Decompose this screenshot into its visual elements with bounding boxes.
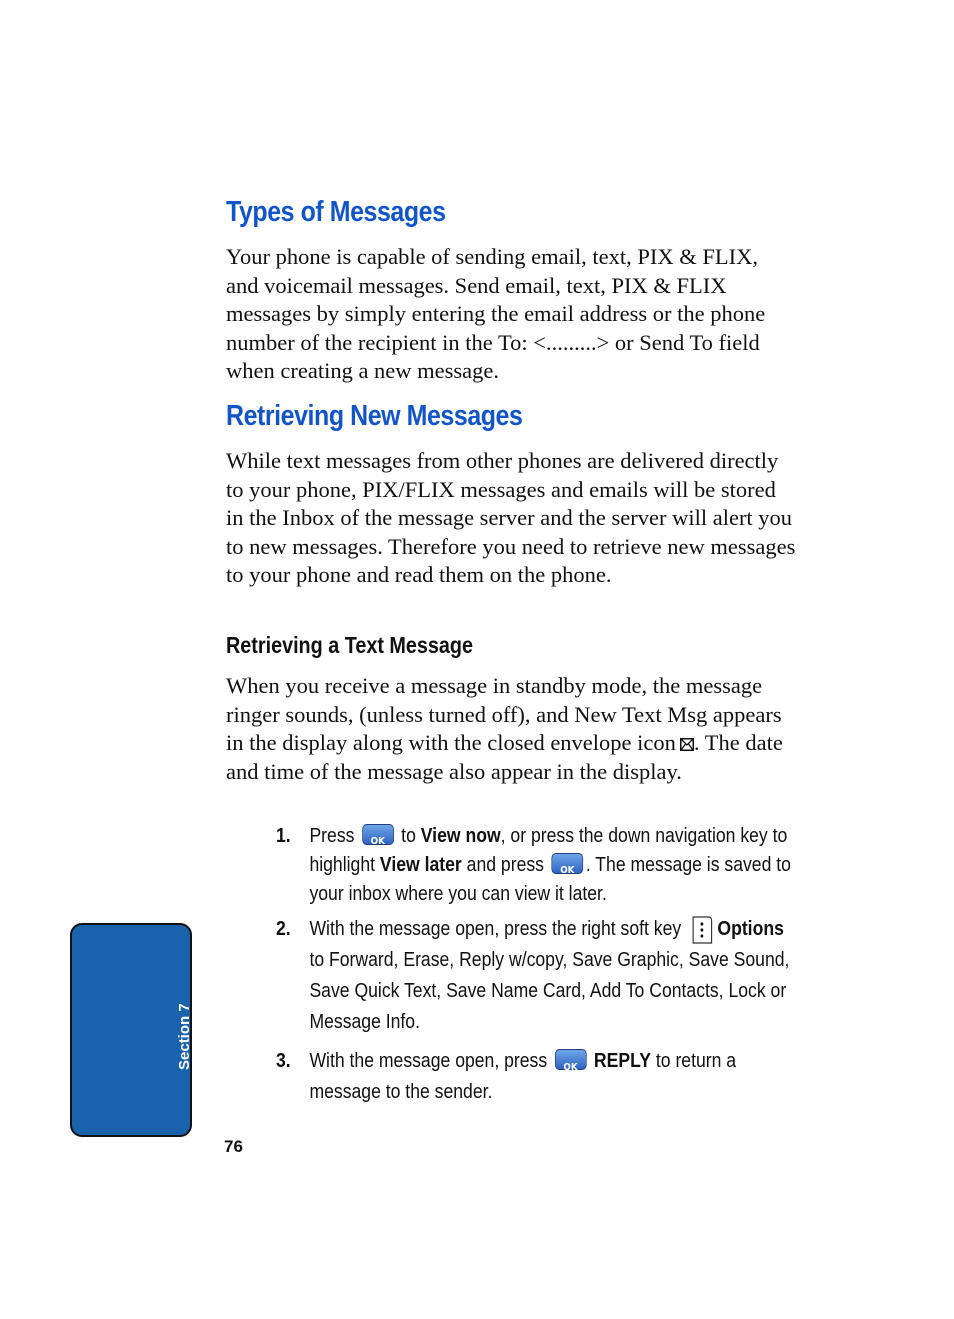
paragraph-types-of-messages: Your phone is capable of sending email, text, PIX & FLIX, and voicemail messages. Send email, text, PIX & FLIX messages by simply entering the email address or the phone number of the recipient in the To: <.........> or Send To field when creating a new message. bbox=[226, 244, 766, 383]
step-3 bbox=[276, 1046, 836, 1108]
options-label: Options bbox=[717, 918, 784, 940]
page-number: 76 bbox=[224, 1137, 243, 1156]
step-number: 2. bbox=[276, 918, 291, 940]
ok-key-label: OK bbox=[370, 836, 385, 847]
heading-retrieving-new-messages: Retrieving New Messages bbox=[226, 400, 523, 432]
step-1-text-c: , or press the down navigation key to highlight bbox=[309, 825, 788, 876]
ok-key-label: OK bbox=[563, 1062, 578, 1073]
step-number: 3. bbox=[276, 1050, 291, 1072]
step-1 bbox=[276, 822, 836, 909]
text-message-body-part2: . The date and time of the message also appear in the display. bbox=[226, 730, 783, 784]
ok-key-icon bbox=[552, 853, 584, 874]
view-later-label: View later bbox=[379, 854, 462, 876]
step-2-text-b: to Forward, Erase, Reply w/copy, Save Graphic, Save Sound, Save Quick Text, Save Name Card, Add To Contacts, Lock or Message Info. bbox=[309, 949, 790, 1033]
step-3-text-b: to return a message to the sender. bbox=[309, 1050, 737, 1103]
paragraph-retrieving-new-messages: While text messages from other phones are delivered directly to your phone, PIX/FLIX messages and emails will be stored in the Inbox of the message server and the server will alert you to new messages. Therefore you need to retrieve new messages to your phone and read them on the phone. bbox=[226, 448, 796, 587]
step-1-text-e: . The message is saved to your inbox where you can view it later. bbox=[309, 854, 791, 905]
closed-envelope-icon bbox=[680, 738, 694, 751]
reply-label: REPLY bbox=[593, 1050, 651, 1072]
step-1-text-d: and press bbox=[466, 854, 544, 876]
text-message-body-part1: When you receive a message in standby mode, the message ringer sounds, (unless turned off), and New Text Msg appears in the display along with the closed envelope icon bbox=[226, 673, 782, 755]
step-text bbox=[309, 914, 795, 1038]
heading-retrieving-a-text-message: Retrieving a Text Message bbox=[226, 632, 473, 658]
options-soft-key-icon bbox=[691, 915, 712, 945]
paragraph-retrieving-a-text-message bbox=[226, 672, 796, 786]
ok-key-icon bbox=[362, 824, 394, 845]
heading-types-of-messages: Types of Messages bbox=[226, 196, 446, 228]
step-1-text-a: Press bbox=[309, 825, 355, 847]
ok-key-icon bbox=[555, 1049, 587, 1073]
view-now-label: View now bbox=[420, 825, 501, 847]
step-1-text-b: to bbox=[401, 825, 416, 847]
step-2 bbox=[276, 914, 836, 1038]
step-2-text-a: With the message open, press the right soft key bbox=[309, 918, 682, 940]
step-text bbox=[309, 1046, 795, 1108]
ok-key-label: OK bbox=[560, 865, 575, 876]
section-side-tab bbox=[70, 923, 192, 1137]
step-text bbox=[309, 822, 795, 909]
section-label: Section 7 bbox=[176, 1003, 193, 1070]
step-number: 1. bbox=[276, 825, 291, 847]
step-3-text-a: With the message open, press bbox=[309, 1050, 548, 1072]
